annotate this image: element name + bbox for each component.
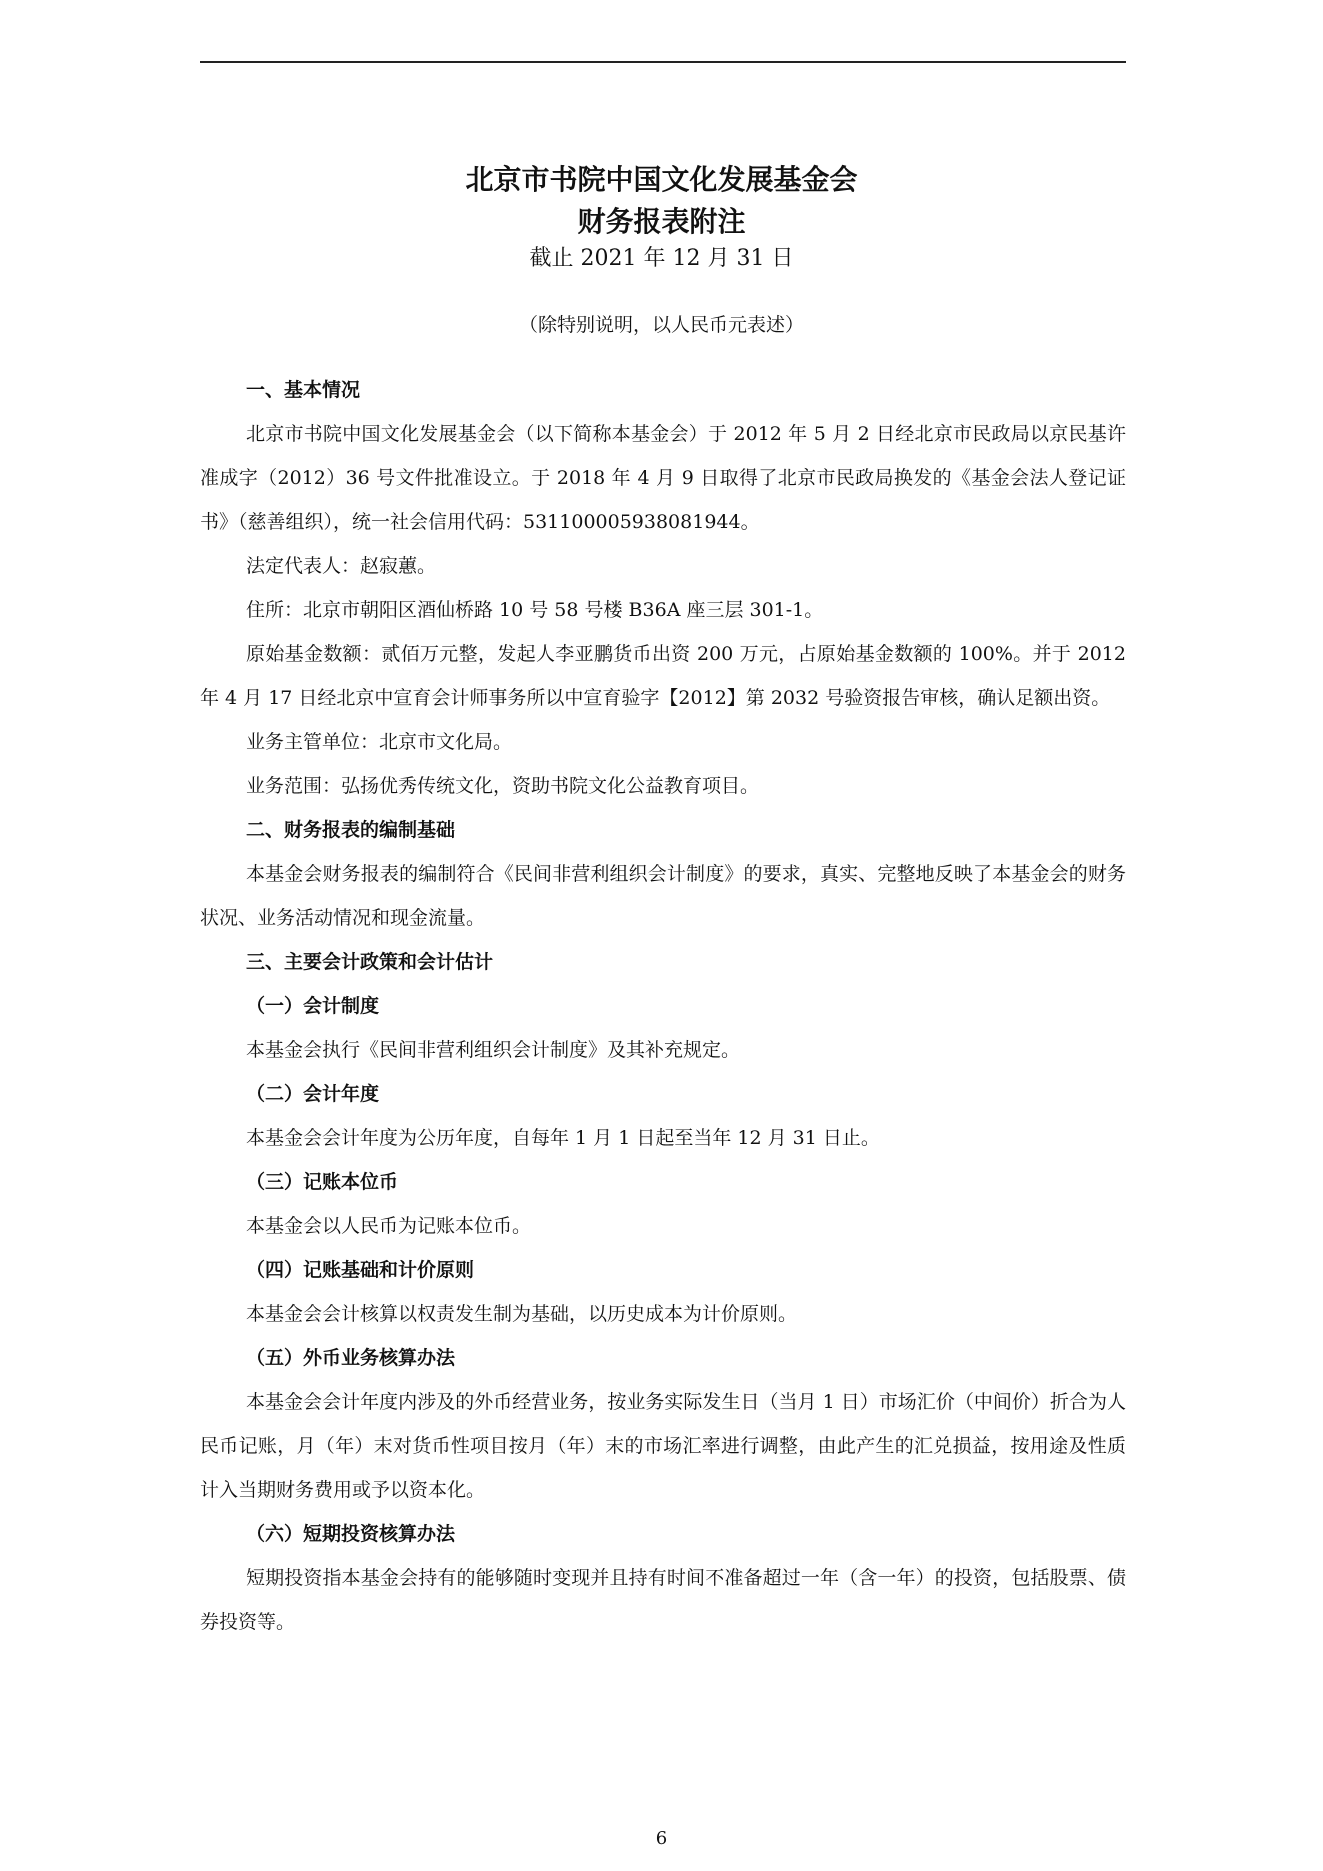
paragraph-short-term-investment: 短期投资指本基金会持有的能够随时变现并且持有时间不准备超过一年（含一年）的投资，包括股票、债券投资等。 [200,1567,1126,1633]
paragraph-original-fund: 原始基金数额：贰佰万元整，发起人李亚鹏货币出资 200 万元，占原始基金数额的 100%。并于 2012 年 4 月 17 日经北京中宣育会计师事务所以中宣育验字【2012】第 2032 号验资报告审核，确认足额出资。 [200,643,1126,709]
currency-note: （除特别说明，以人民币元表述） [518,314,804,336]
paragraph-foreign-currency: 本基金会会计年度内涉及的外币经营业务，按业务实际发生日（当月 1 日）市场汇价（中间价）折合为人民币记账，月（年）末对货币性项目按月（年）末的市场汇率进行调整，由此产生的汇兑损益，按用途及性质计入当期财务费用或予以资本化。 [200,1391,1126,1501]
paragraph-accounting-system: 本基金会执行《民间非营利组织会计制度》及其补充规定。 [246,1039,741,1061]
paragraph-business-scope: 业务范围：弘扬优秀传统文化，资助书院文化公益教育项目。 [246,775,760,797]
section-heading-accounting-policies: 三、主要会计政策和会计估计 [246,951,494,973]
paragraph-address: 住所：北京市朝阳区酒仙桥路 10 号 58 号楼 B36A 座三层 301-1。 [246,599,824,621]
report-date: 截止 2021 年 12 月 31 日 [529,246,794,271]
paragraph-preparation-basis: 本基金会财务报表的编制符合《民间非营利组织会计制度》的要求，真实、完整地反映了本基金会的财务状况、业务活动情况和现金流量。 [200,863,1126,929]
paragraph-functional-currency: 本基金会以人民币为记账本位币。 [246,1215,532,1237]
document-title: 北京市书院中国文化发展基金会 [465,163,858,196]
section-heading-basic-info: 一、基本情况 [246,379,361,401]
subheading-functional-currency: （三）记账本位币 [246,1171,399,1193]
subheading-short-term-investment: （六）短期投资核算办法 [246,1523,456,1545]
subheading-foreign-currency: （五）外币业务核算办法 [246,1347,456,1369]
paragraph-supervisory-unit: 业务主管单位：北京市文化局。 [246,731,513,753]
subheading-fiscal-year: （二）会计年度 [246,1083,380,1105]
paragraph-fiscal-year: 本基金会会计年度为公历年度，自每年 1 月 1 日起至当年 12 月 31 日止。 [246,1127,880,1149]
paragraph-legal-representative: 法定代表人：赵寂蕙。 [246,555,437,577]
page-number: 6 [655,1828,668,1849]
header-rule [200,61,1126,63]
document-subtitle: 财务报表附注 [577,205,746,238]
subheading-accounting-system: （一）会计制度 [246,995,380,1017]
section-heading-preparation-basis: 二、财务报表的编制基础 [246,819,456,841]
subheading-accounting-basis: （四）记账基础和计价原则 [246,1259,475,1281]
document-body [200,368,1126,1644]
paragraph-establishment: 北京市书院中国文化发展基金会（以下简称本基金会）于 2012 年 5 月 2 日经北京市民政局以京民基许准成字（2012）36 号文件批准设立。于 2018 年 4 月 9 日取得了北京市民政局换发的《基金会法人登记证书》（慈善组织），统一社会信用代码：531100005938081944。 [200,423,1126,533]
paragraph-accounting-basis: 本基金会会计核算以权责发生制为基础，以历史成本为计价原则。 [246,1303,798,1325]
